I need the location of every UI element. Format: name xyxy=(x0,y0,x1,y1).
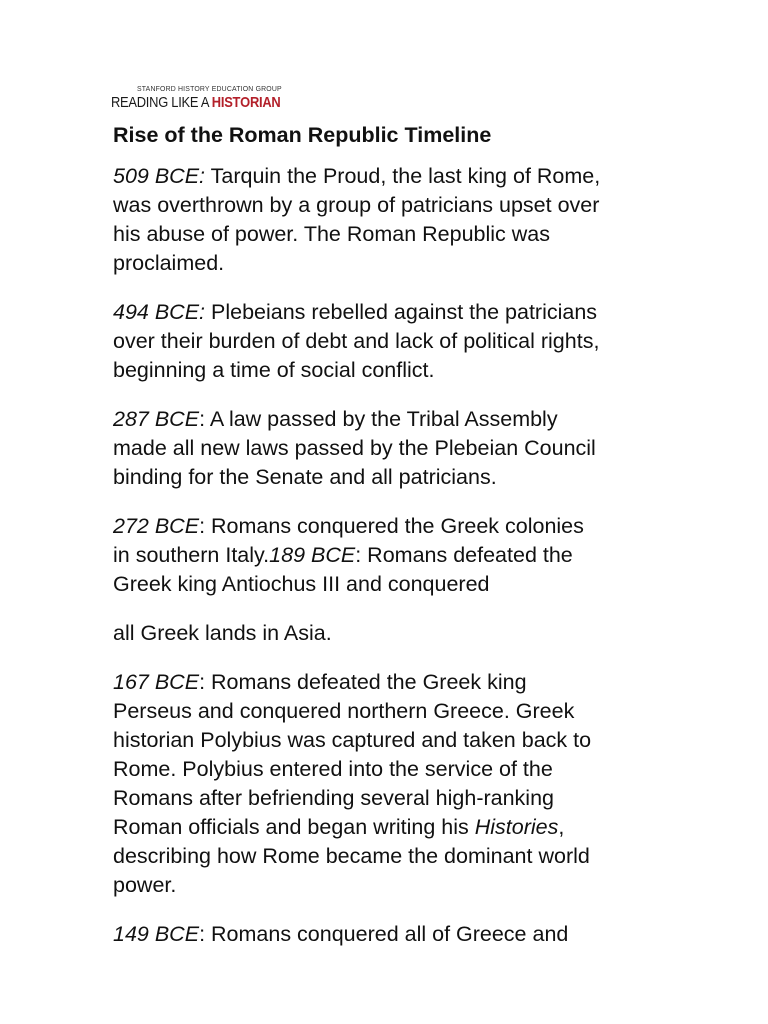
timeline-entry-509 xyxy=(113,162,673,278)
entry-text: : Romans conquered all of Greece and xyxy=(199,922,569,946)
timeline-entry-494 xyxy=(113,298,673,385)
entry-text: all Greek lands in Asia. xyxy=(113,621,332,645)
reading-like-a-historian-logo xyxy=(111,84,281,118)
page-title: Rise of the Roman Republic Timeline xyxy=(113,123,492,147)
entry-date-2: 189 BCE xyxy=(269,543,356,567)
timeline-entry-287 xyxy=(113,405,673,492)
entry-date: 272 BCE xyxy=(113,514,200,538)
entry-text: : A law passed by the Tribal Assembly made all new laws passed by the Plebeian Council binding for the Senate and all patricians. xyxy=(113,407,596,489)
entry-italic-title: Histories xyxy=(474,815,559,839)
entry-date: 509 BCE: xyxy=(113,164,206,188)
entry-text: Tarquin the Proud, the last king of Rome, was overthrown by a group of patricians upset over his abuse of power. The Roman Republic was proclaimed. xyxy=(113,164,601,275)
timeline-entry-167 xyxy=(113,668,673,900)
timeline-entry-continuation xyxy=(113,619,673,648)
entry-text: Plebeians rebelled against the patricians over their burden of debt and lack of political rights, beginning a time of social conflict. xyxy=(113,300,600,382)
entry-date: 287 BCE xyxy=(113,407,200,431)
entry-text: : Romans defeated the Greek king Perseus and conquered northern Greece. Greek historian Polybius was captured and taken back to Rome. Polybius entered into the service of the Romans after befriending several high-ranking Roman officials and began writing his xyxy=(113,670,592,839)
logo-main-red-3: RIAN xyxy=(249,94,281,111)
logo-main-black: READING LIKE A xyxy=(111,94,212,111)
entry-date: 167 BCE xyxy=(113,670,200,694)
timeline-entries xyxy=(113,162,673,969)
entry-date: 149 BCE xyxy=(113,922,200,946)
logo-org-text: STANFORD HISTORY EDUCATION GROUP xyxy=(137,84,282,93)
entry-text: : Romans conquered the Greek colonies in southern Italy. xyxy=(113,514,584,567)
entry-text-2: : Romans defeated the Greek king Antiochus III and conquered xyxy=(113,543,573,596)
magnifier-icon: O xyxy=(240,94,250,111)
entry-text-2: , describing how Rome became the dominant world power. xyxy=(113,815,590,897)
logo-main-red-1: HIST xyxy=(211,94,241,111)
entry-date: 494 BCE: xyxy=(113,300,206,324)
logo-main-text xyxy=(111,94,280,111)
timeline-entry-272-189 xyxy=(113,512,673,599)
timeline-entry-149 xyxy=(113,920,673,949)
